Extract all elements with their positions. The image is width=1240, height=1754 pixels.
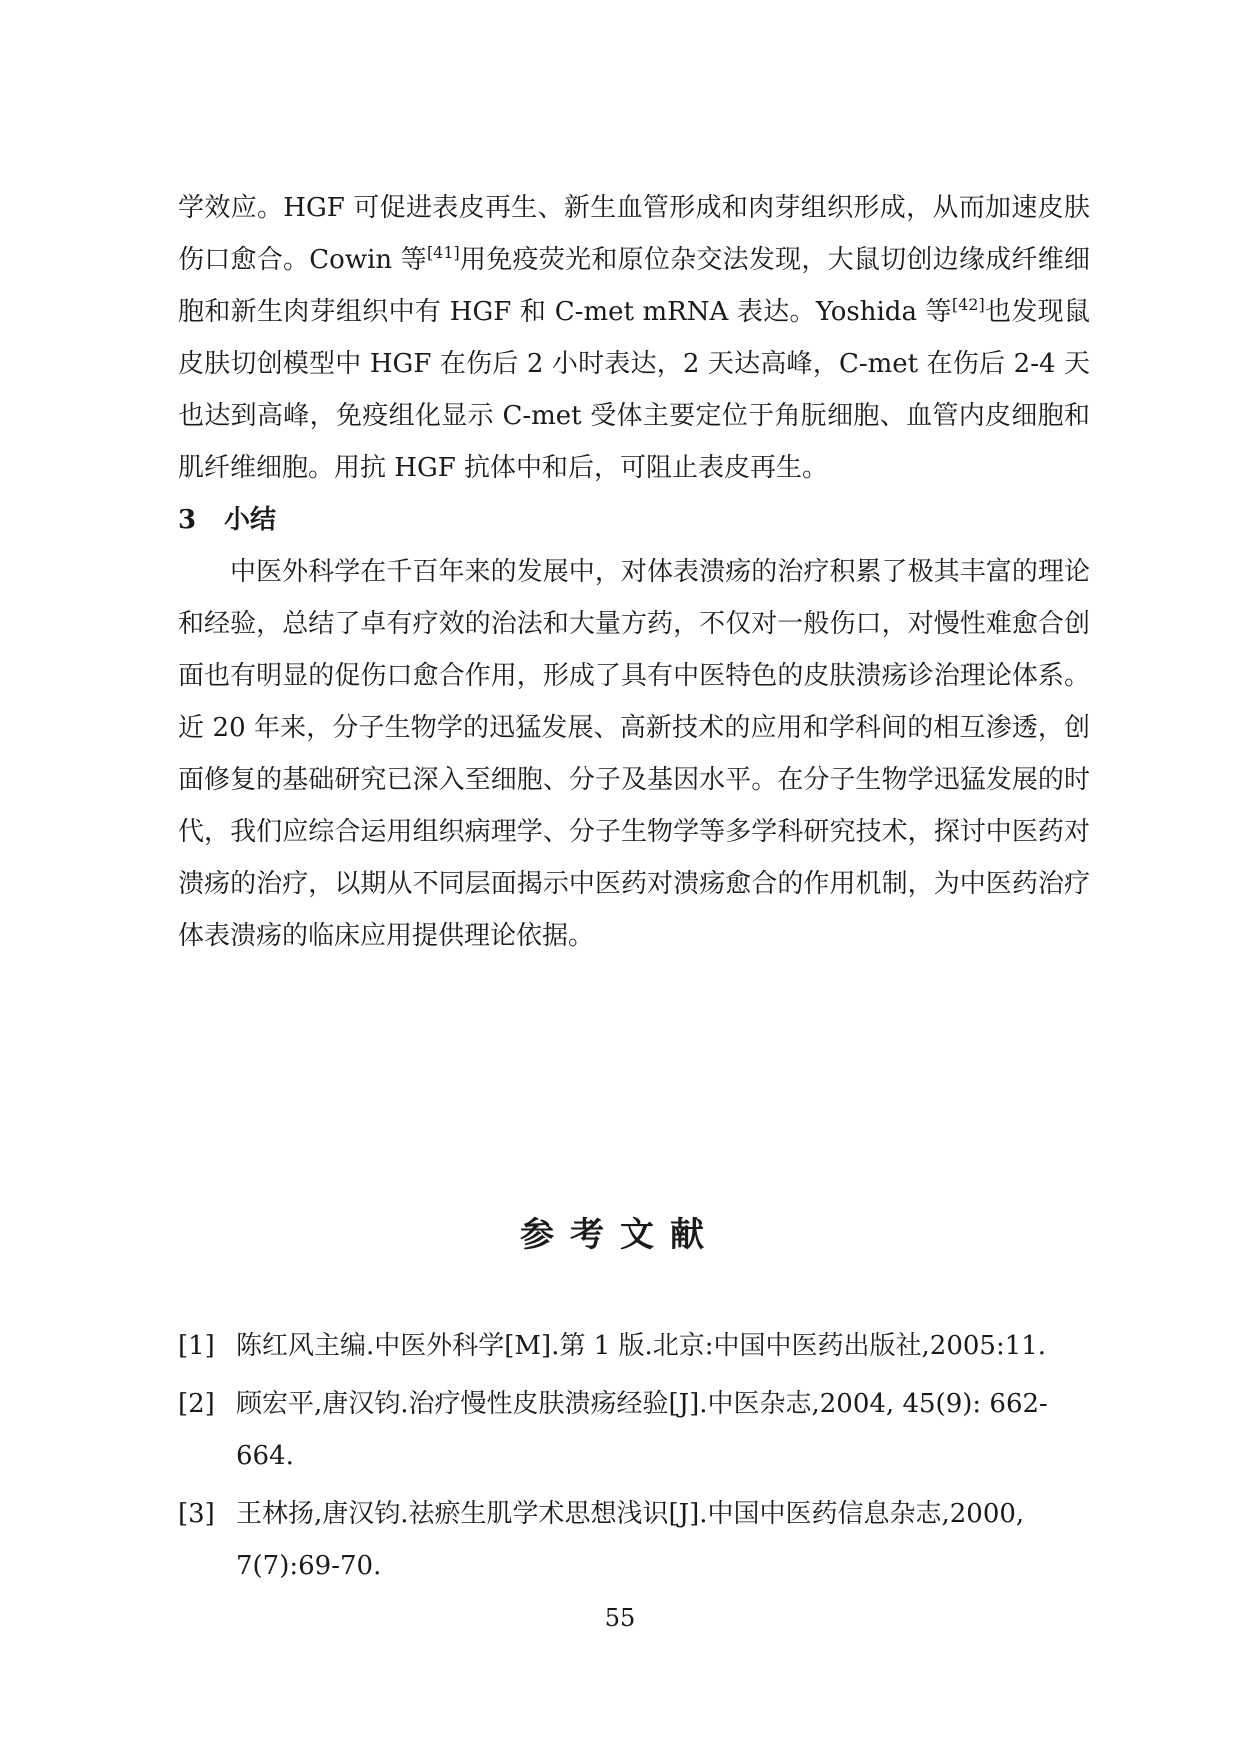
reference-item xyxy=(178,1320,1090,1372)
references-title: 参考文献 xyxy=(520,1215,720,1255)
reference-tag: [2] xyxy=(178,1389,215,1419)
reference-text: 陈红风主编.中医外科学[M].第 1 版.北京:中国中医药出版社,2005:11. xyxy=(236,1331,1047,1361)
reference-tag: [1] xyxy=(178,1331,215,1361)
section-heading xyxy=(178,494,276,546)
summary-paragraph: 中医外科学在千百年来的发展中，对体表溃疡的治疗积累了极其丰富的理论和经验，总结了卓有疗效的治法和大量方药，不仅对一般伤口，对慢性难愈合创面也有明显的促伤口愈合作用，形成了具有中医特色的皮肤溃疡诊治理论体系。近 20 年来，分子生物学的迅猛发展、高新技术的应用和学科间的相互渗透，创面修复的基础研究已深入至细胞、分子及基因水平。在分子生物学迅猛发展的时代，我们应综合运用组织病理学、分子生物学等多学科研究技术，探讨中医药对溃疡的治疗，以期从不同层面揭示中医药对溃疡愈合的作用机制，为中医药治疗体表溃疡的临床应用提供理论依据。 xyxy=(178,557,1090,951)
reference-text: 王林扬,唐汉钧.祛瘀生肌学术思想浅识[J].中国中医药信息杂志,2000, 7(7):69-70. xyxy=(236,1499,1025,1581)
section-title: 小结 xyxy=(224,505,277,535)
continued-paragraph xyxy=(178,182,1090,494)
page-number: 55 xyxy=(604,1604,636,1632)
section-number: 3 xyxy=(178,505,197,535)
paragraph-text: 也发现鼠皮肤切创模型中 HGF 在伤后 2 小时表达，2 天达高峰，C-met 在伤后 2-4 天也达到高峰，免疫组化显示 C-met 受体主要定位于角朊细胞、血管内皮细胞和肌纤维细胞。用抗 HGF 抗体中和后，可阻止表皮再生。 xyxy=(178,297,1090,483)
citation-41: [41] xyxy=(426,243,460,262)
paragraph-text: 用免疫荧光和原位杂交法发现，大鼠切创边缘成纤维细胞和新生肉芽组织中有 HGF 和 C-met mRNA 表达。Yoshida 等 xyxy=(178,245,1090,327)
paragraph-text: 学效应。HGF 可促进表皮再生、新生血管形成和肉芽组织形成，从而加速皮肤伤口愈合。Cowin 等 xyxy=(178,193,1090,275)
reference-list xyxy=(178,1320,1090,1598)
citation-42: [42] xyxy=(951,295,985,314)
reference-tag: [3] xyxy=(178,1499,215,1529)
reference-item xyxy=(178,1488,1090,1592)
reference-text: 顾宏平,唐汉钧.治疗慢性皮肤溃疡经验[J].中医杂志,2004, 45(9): 662-664. xyxy=(236,1389,1048,1471)
reference-item xyxy=(178,1378,1090,1482)
